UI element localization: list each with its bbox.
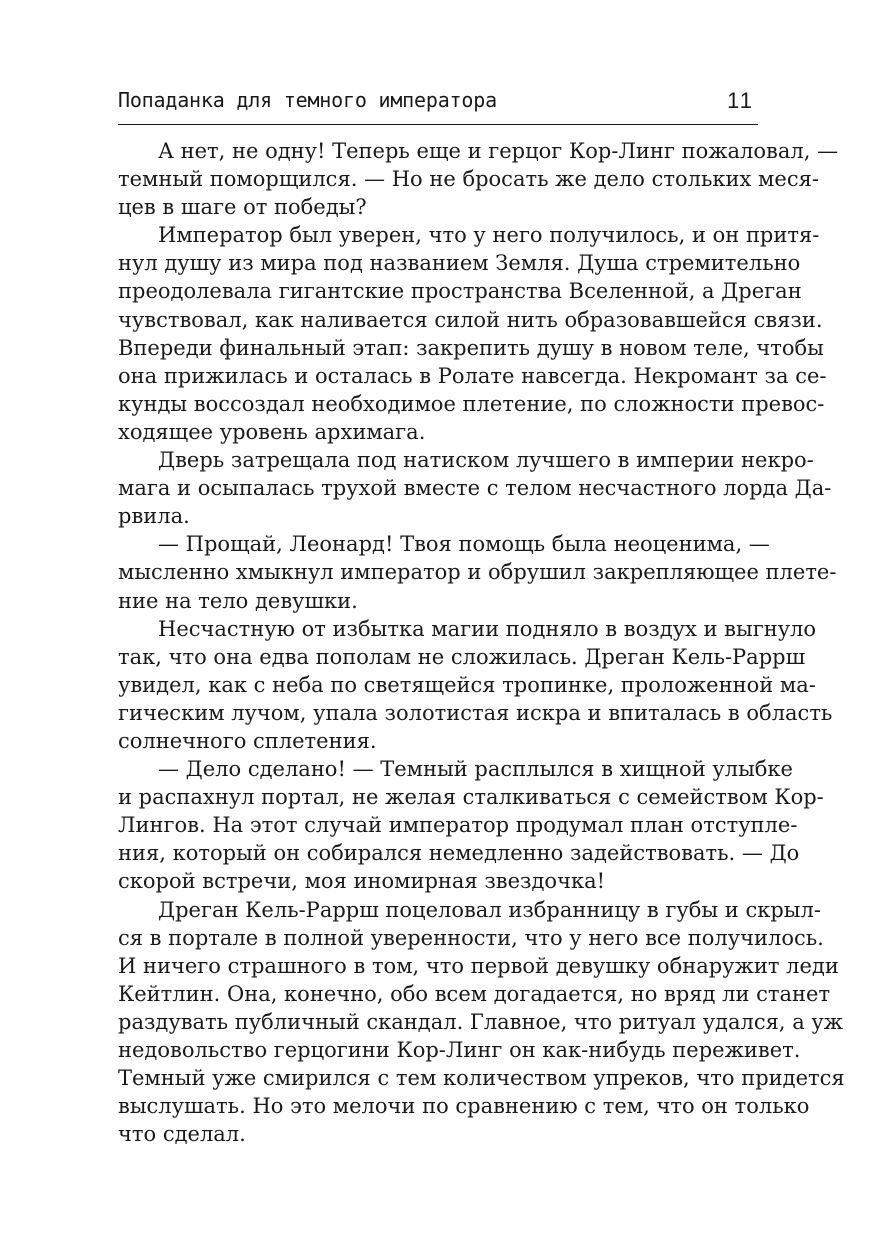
text-line: ходящее уровень архимага. (118, 419, 426, 444)
text-line: чувствовал, как наливается силой нить образовавшейся связи. (118, 307, 823, 332)
text-line: темный поморщился. — Но не бросать же дело стольких меся- (118, 167, 819, 192)
text-line: Несчастную от избытка магии подняло в воздух и выгнуло (158, 616, 817, 641)
text-line: Кейтлин. Она, конечно, обо всем догадается, но вряд ли станет (118, 981, 831, 1006)
running-header (118, 84, 758, 125)
text-line: цев в шаге от победы? (118, 195, 367, 220)
text-line: выслушать. Но это мелочи по сравнению с тем, что он только (118, 1094, 810, 1119)
text-line: недовольство герцогини Кор-Линг он как-нибудь переживет. (118, 1038, 801, 1062)
text-line: А нет, не одну! Теперь еще и герцог Кор-Линг пожаловал, — (158, 139, 839, 163)
text-line: скорой встречи, моя иномирная звездочка! (118, 869, 606, 894)
text-line: кунды воссоздал необходимое плетение, по сложности превос- (118, 391, 825, 416)
text-line: и распахнул портал, не желая сталкиваться с семейством Кор- (118, 785, 824, 810)
text-line: Император был уверен, что у него получилось, и он притя- (158, 223, 820, 248)
running-title: Попаданка для темного императора (118, 88, 497, 112)
text-line: раздувать публичный скандал. Главное, что ритуал удался, а уж (118, 1009, 844, 1034)
text-line: преодолевала гигантские пространства Вселенной, а Дреган (118, 279, 802, 304)
text-line: увидел, как с неба по светящейся тропинке, проложенной ма- (118, 672, 816, 697)
text-line: Темный уже смирился с тем количеством упреков, что придется (118, 1066, 845, 1091)
text-line: Лингов. На этот случай император продумал план отступле- (118, 813, 798, 838)
text-line: — Дело сделано! — Темный расплылся в хищной улыбке (158, 757, 793, 782)
text-line: ния, который он собирался немедленно задействовать. — До (118, 841, 800, 866)
text-line: что сделал. (118, 1122, 246, 1147)
text-line: нул душу из мира под названием Земля. Душа стремительно (118, 251, 801, 276)
text-line: рвила. (118, 504, 190, 529)
text-line: Дверь затрещала под натиском лучшего в империи некро- (158, 448, 814, 473)
text-line: ние на тело девушки. (118, 588, 358, 613)
text-line: солнечного сплетения. (118, 728, 377, 753)
body-text (118, 137, 845, 1148)
text-line: мысленно хмыкнул император и обрушил закрепляющее плете- (118, 560, 837, 585)
text-line: Впереди финальный этап: закрепить душу в новом теле, чтобы (118, 335, 824, 360)
text-line: так, что она едва пополам не сложилась. Дреган Кель-Раррш (118, 644, 806, 669)
text-line: И ничего страшного в том, что первой девушку обнаружит леди (118, 953, 839, 978)
text-line: мага и осыпалась трухой вместе с телом несчастного лорда Да- (118, 476, 832, 501)
text-line: она прижилась и осталась в Ролате навсегда. Некромант за се- (118, 363, 827, 388)
page-number: 11 (727, 88, 754, 113)
text-line: Дреган Кель-Раррш поцеловал избранницу в губы и скрыл- (158, 897, 821, 922)
text-line: гическим лучом, упала золотистая искра и впиталась в область (118, 700, 833, 725)
text-line: ся в портале в полной уверенности, что у него все получилось. (118, 925, 824, 950)
text-line: — Прощай, Леонард! Твоя помощь была неоценима, — (158, 532, 770, 557)
